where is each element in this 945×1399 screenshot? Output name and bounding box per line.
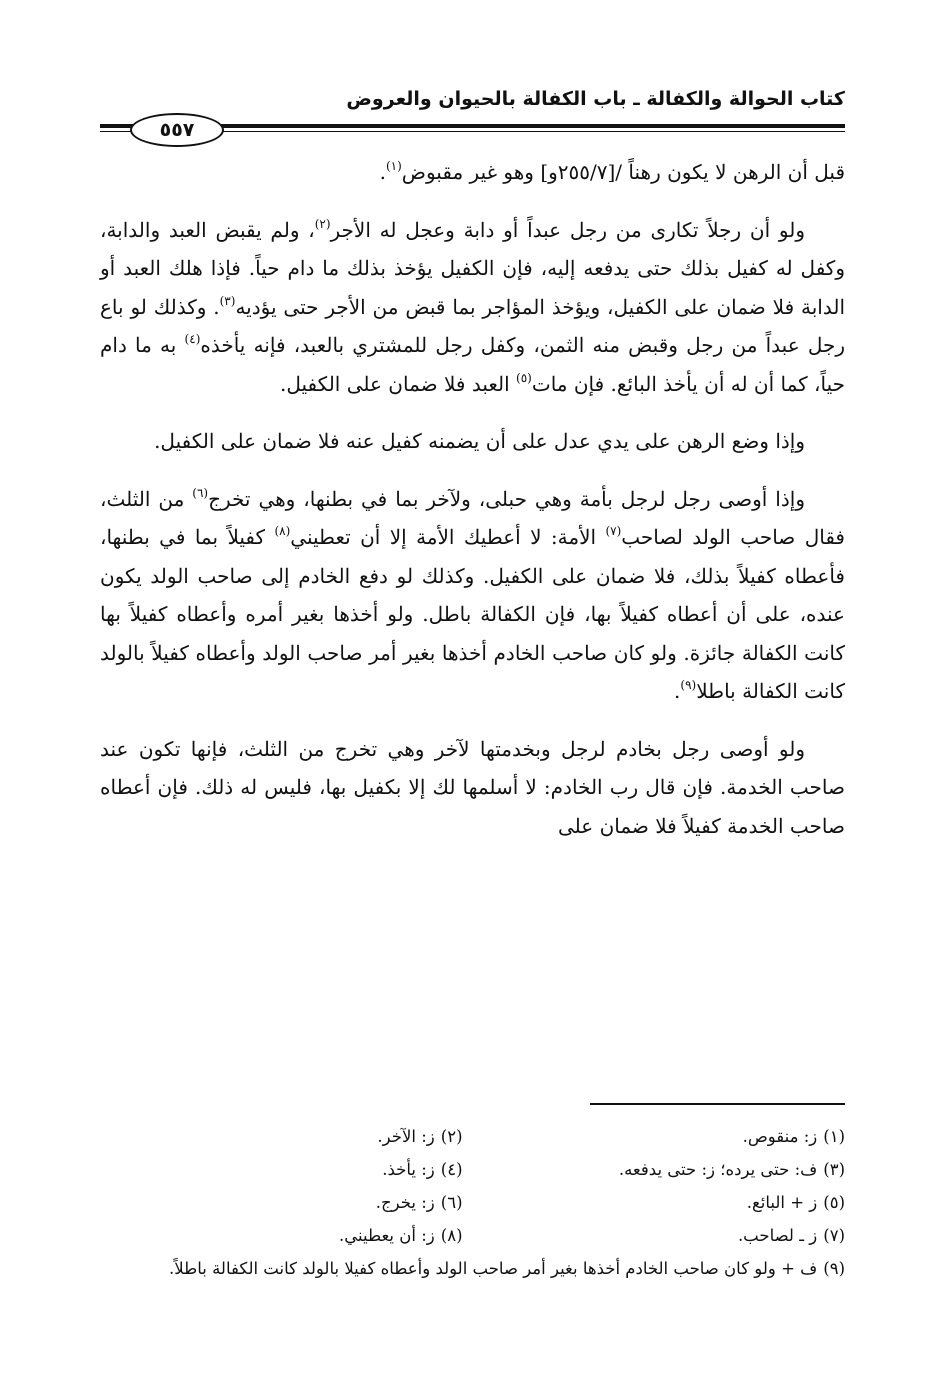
footnote-5: [483, 1186, 846, 1219]
header-rule: [100, 113, 845, 147]
text-run: العبد فلا ضمان على الكفيل.: [280, 371, 517, 396]
text-run: من الثلث، فقال صاحب الولد لصاحب: [100, 486, 845, 549]
footnote-ref-2[interactable]: (٢): [314, 216, 331, 231]
text-run: ، ولم يقبض العبد والدابة، وكفل له كفيل بذلك حتى يدفعه إليه، فإن الكفيل يؤخذ بذلك ما دام حياً. فإذا هلك العبد أو الدابة فلا ضمان على الكفيل، ويؤخذ المؤاجر بما قبض من الأجر حتى يؤديه: [100, 217, 846, 319]
paragraph-5: [100, 730, 845, 846]
footnote-ref-5[interactable]: (٥): [516, 370, 532, 385]
page-number: ٥٥٧: [130, 113, 224, 147]
footnote-text: ز: منقوص.: [742, 1127, 818, 1146]
text-run: قبل أن الرهن لا يكون رهناً /[٢٥٥/٧و] وهو غير مقبوض: [401, 160, 845, 184]
footnote-number: (٤): [440, 1160, 463, 1179]
footnote-text: ز + البائع.: [746, 1193, 818, 1212]
text-run: به ما دام حياً، كما أن له أن يأخذ البائع. فإن مات: [100, 333, 845, 396]
footnote-number: (٥): [823, 1193, 845, 1212]
footnote-text: ز: الآخر.: [377, 1127, 435, 1146]
text-run: ولو أوصى رجل بخادم لرجل وبخدمتها لآخر وهي تخرج من الثلث، فإنها تكون عند صاحب الخدمة. فإن قال رب الخادم: لا أسلمها لك إلا بكفيل بها، فليس له ذلك. فإن أعطاه صاحب الخدمة كفيلاً فلا ضمان على: [100, 736, 845, 838]
paragraph-2: [100, 211, 845, 404]
footnote-text: ز: يأخذ.: [382, 1160, 435, 1179]
footnote-ref-9[interactable]: (٩): [680, 678, 697, 692]
footnote-ref-8[interactable]: (٨): [274, 524, 291, 538]
footnote-ref-7[interactable]: (٧): [605, 524, 622, 538]
footnote-ref-6[interactable]: (٦): [192, 485, 209, 500]
paragraph-3: [100, 422, 845, 461]
footnote-text: ز ـ لصاحب.: [737, 1226, 818, 1245]
footnote-number: (٩): [823, 1259, 845, 1278]
footnote-ref-1[interactable]: (١): [385, 159, 402, 173]
footnote-3: [483, 1153, 846, 1186]
footnote-8: [100, 1219, 463, 1252]
footnote-4: [100, 1153, 463, 1186]
text-run: ولو أن رجلاً تكارى من رجل عبداً أو دابة وعجل له الأجر: [330, 217, 806, 242]
footnote-number: (٧): [823, 1226, 845, 1245]
footnote-6: [100, 1186, 463, 1219]
main-text: [100, 153, 845, 845]
footnote-9: [100, 1252, 845, 1285]
footnote-number: (٢): [440, 1127, 463, 1146]
footnote-2: [100, 1120, 463, 1153]
text-run: . وكذلك لو باع رجل عبداً من رجل وقبض منه الثمن، وكفل رجل للمشتري بالعبد، فإنه يأخذه: [100, 294, 846, 357]
text-run: وإذا وضع الرهن على يدي عدل على أن يضمنه كفيل عنه فلا ضمان على الكفيل.: [154, 429, 805, 453]
paragraph-4: [100, 480, 845, 711]
text-run: .: [379, 160, 386, 184]
footnote-grid: [100, 1120, 845, 1252]
text-run: الأمة: لا أعطيك الأمة إلا أن تعطيني: [290, 525, 606, 549]
running-head: كتاب الحوالة والكفالة ـ باب الكفالة بالحيوان والعروض: [346, 88, 845, 110]
paragraph-1: [100, 153, 845, 192]
footnote-number: (١): [823, 1127, 845, 1146]
footnote-ref-3[interactable]: (٣): [219, 293, 236, 308]
footnote-number: (٨): [440, 1226, 463, 1245]
footnote-number: (٦): [440, 1193, 463, 1212]
text-run: وإذا أوصى رجل لرجل بأمة وهي حبلى، ولآخر بما في بطنها، وهي تخرج: [208, 486, 805, 511]
footnote-7: [483, 1219, 846, 1252]
footnote-number: (٣): [823, 1160, 845, 1179]
footnote-text: ز: أن يعطيني.: [338, 1226, 435, 1245]
footnote-1: [483, 1120, 846, 1153]
footnote-ref-4[interactable]: (٤): [184, 332, 201, 346]
footnote-text: ف + ولو كان صاحب الخادم أخذها بغير أمر صاحب الولد وأعطاه كفيلا بالولد كانت الكفالة باطلاً.: [169, 1259, 818, 1278]
footnotes: [100, 1120, 845, 1285]
text-run: كفيلاً بما في بطنها، فأعطاه كفيلاً بذلك، فلا ضمان على الكفيل. وكذلك لو دفع الخادم إلى صاحب الولد يكون عنده، على أن أعطاه كفيلاً بها، فإن الكفالة باطل. ولو أخذها بغير أمره وأعطاه كفيلاً بها كانت الكفالة جائزة. ولو كان صاحب الخادم أخذها بغير أمر صاحب الولد وأعطاه كفيلاً بالولد كانت الكفالة باطلا: [100, 525, 846, 703]
text-run: .: [674, 679, 681, 703]
footnote-text: ف: حتى يرده؛ ز: حتى يدفعه.: [618, 1160, 818, 1179]
footnote-text: ز: يخرج.: [375, 1193, 435, 1212]
footnote-divider: [590, 1103, 845, 1105]
